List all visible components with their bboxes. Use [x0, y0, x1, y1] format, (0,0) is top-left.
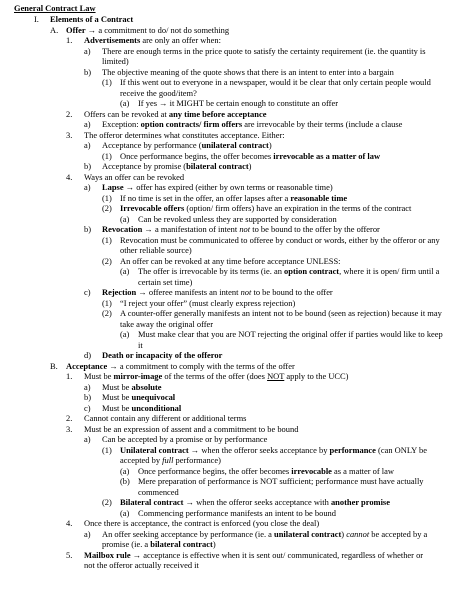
text: → when the offeror seeks acceptance by — [188, 444, 330, 455]
term: Mailbox rule — [84, 549, 131, 560]
text: ) — [248, 161, 252, 171]
item-number: (1) — [102, 297, 112, 308]
item-text: it — [138, 339, 143, 350]
item-text — [102, 224, 380, 235]
item-text — [120, 445, 427, 456]
item-text: The offeror determines what constitutes acceptance. Either: — [84, 129, 285, 140]
term: Unilateral contract — [120, 444, 189, 455]
definition: → a commitment to do/ not do something — [85, 24, 230, 35]
text: (can ONLY be — [375, 444, 428, 455]
text: Once performance begins, the offer becomes — [138, 465, 292, 476]
emphasis: mirror-image — [113, 371, 163, 381]
item-number: 3. — [66, 423, 73, 434]
emphasis: irrevocable as a matter of law — [273, 150, 381, 161]
item-text: Mere preparation of performance is NOT sufficient; performance must have actually — [138, 476, 424, 486]
item-number: (a) — [120, 266, 130, 276]
emphasis: bilateral contract — [186, 161, 249, 171]
text: Once performance begins, the offer becomes — [120, 150, 274, 161]
emphasis: option contracts/ firm offers — [140, 119, 243, 129]
item-number: b) — [84, 161, 92, 171]
text: ) — [341, 528, 347, 539]
item-number: 1. — [66, 35, 73, 45]
emphasis: option contract — [284, 266, 340, 276]
emphasis: another promise — [330, 497, 390, 507]
term: Bilateral contract — [120, 497, 184, 507]
item-number: B. — [50, 360, 58, 371]
text: If no time is set in the offer, an offer lapses after a — [120, 192, 291, 203]
definition: → acceptance is effective when it is sent out/ communicated, regardless of whether or — [130, 549, 424, 560]
item-text: Can be revoked unless they are supported by consideration — [138, 213, 337, 224]
text: (option/ firm offers) have an expiration in the terms of the contract — [184, 203, 412, 213]
item-number: b) — [84, 392, 92, 402]
text: Acceptance by promise ( — [102, 161, 187, 171]
item-text: Cannot contain any different or additional terms — [84, 413, 247, 423]
term: Acceptance — [66, 360, 108, 371]
text: ) — [212, 539, 216, 549]
text: Must be — [102, 381, 132, 392]
item-number: 3. — [66, 129, 73, 140]
item-text — [102, 287, 333, 298]
item-text: commenced — [138, 486, 179, 497]
item-text — [102, 119, 402, 130]
term: Advertisements — [84, 35, 141, 45]
emphasis: irrevocable — [291, 465, 332, 476]
item-text — [102, 529, 427, 540]
item-number: (2) — [102, 203, 112, 213]
item-text: “I reject your offer” (must clearly express rejection) — [120, 297, 296, 308]
item-number: a) — [84, 182, 91, 192]
text: Must be — [84, 371, 114, 381]
emphasis: not — [240, 287, 252, 297]
item-number: b) — [84, 224, 92, 234]
item-text — [102, 182, 333, 193]
item-text: The objective meaning of the quote shows that there is an intent to enter into a bargain — [102, 66, 394, 77]
item-number: 4. — [66, 518, 73, 528]
text: accepted by — [120, 455, 163, 465]
underlined-text: NOT — [267, 371, 285, 381]
item-number: (2) — [102, 255, 112, 266]
text: are irrevocable by their terms (include a clause — [242, 119, 403, 129]
item-text: If yes → it MIGHT be certain enough to constitute an offer — [138, 98, 339, 108]
text: of the terms of the offer (does — [162, 371, 268, 381]
item-number: 5. — [66, 549, 73, 560]
definition: → offer has expired (either by own terms or reasonable time) — [123, 182, 333, 192]
item-text — [66, 25, 229, 36]
emphasis: any time before acceptance — [168, 108, 267, 119]
item-number: A. — [50, 24, 59, 35]
item-text: Ways an offer can be revoked — [84, 171, 185, 182]
emphasis: full — [162, 455, 174, 465]
text: promise (ie. a — [102, 539, 151, 549]
item-text — [84, 550, 423, 561]
item-number: (a) — [120, 213, 130, 224]
item-text — [120, 455, 221, 466]
item-text — [120, 203, 411, 214]
text: Must be — [102, 392, 132, 402]
item-text — [66, 361, 295, 372]
term: Lapse — [102, 182, 124, 192]
emphasis: unconditional — [131, 402, 182, 413]
text: , where it is open/ firm until a — [339, 266, 440, 276]
text: be accepted by a — [369, 528, 428, 539]
item-number: a) — [84, 45, 91, 56]
emphasis: cannot — [346, 528, 370, 539]
item-text: A counter-offer generally manifests an intent not to be bound (seen as rejection) because it may — [120, 308, 442, 318]
item-text — [120, 193, 347, 204]
text: → offeree manifests an intent — [136, 287, 241, 297]
emphasis: absolute — [131, 381, 162, 392]
item-text — [138, 466, 394, 477]
term: Rejection — [102, 287, 137, 297]
term: Offer — [66, 24, 86, 35]
item-text — [138, 266, 439, 277]
emphasis: unequivocal — [131, 392, 176, 402]
item-number: (a) — [120, 507, 130, 518]
item-text — [120, 497, 390, 508]
item-number: d) — [84, 350, 92, 360]
text: are only an offer when: — [140, 35, 221, 45]
item-text: receive the good/item? — [120, 87, 197, 98]
item-number: 1. — [66, 371, 73, 381]
item-number: 4. — [66, 171, 73, 182]
item-text — [102, 140, 272, 151]
item-number: a) — [84, 381, 91, 392]
item-number: (b) — [120, 476, 130, 486]
item-text — [102, 403, 181, 414]
item-number: a) — [84, 140, 91, 150]
item-text: Commencing performance manifests an intent to be bound — [138, 507, 336, 518]
item-text: If this went out to everyone in a newspaper, would it be clear that only certain people would — [120, 77, 431, 87]
item-text: Can be accepted by a promise or by performance — [102, 434, 268, 444]
text: as a matter of law — [331, 465, 394, 476]
item-text: take away the original offer — [120, 318, 214, 329]
item-text: Must make clear that you are NOT rejecting the original offer if parties would like to keep — [138, 329, 443, 339]
page-title: General Contract Law — [14, 3, 96, 13]
item-number: (2) — [102, 308, 112, 318]
item-text: certain set time) — [138, 276, 193, 287]
text: apply to the UCC) — [284, 371, 349, 381]
item-text: other reliable source) — [120, 245, 192, 255]
emphasis: Irrevocable offers — [120, 203, 185, 213]
text: Exception: — [102, 119, 141, 129]
item-number: c) — [84, 402, 91, 413]
item-text — [84, 109, 266, 120]
item-text — [84, 371, 349, 382]
item-text — [102, 392, 175, 403]
text: → a manifestation of intent — [142, 224, 240, 234]
item-number: (2) — [102, 497, 112, 507]
item-text — [102, 539, 216, 550]
item-number: a) — [84, 434, 91, 444]
item-text: There are enough terms in the price quote to satisfy the certainty requirement (ie. the quantity is — [102, 45, 426, 56]
item-number: (a) — [120, 98, 130, 108]
text: performance) — [173, 455, 221, 465]
item-number: (1) — [102, 234, 112, 245]
item-text — [120, 151, 380, 162]
item-number: a) — [84, 119, 91, 129]
item-number: (a) — [120, 465, 130, 476]
section-title: Elements of a Contract — [50, 14, 134, 24]
text: Must be — [102, 402, 132, 413]
text: ) — [268, 140, 272, 150]
item-number: (1) — [102, 444, 112, 455]
item-number: (1) — [102, 192, 112, 203]
text: to be bound to the offer — [251, 287, 333, 297]
text: The offer is irrevocable by its terms (ie. an — [138, 266, 285, 276]
item-number: (1) — [102, 150, 112, 161]
item-text: Must be an expression of assent and a commitment to be bound — [84, 423, 299, 434]
item-text: Death or incapacity of the offeror — [102, 350, 223, 360]
definition: → a commitment to comply with the terms of the offer — [107, 360, 295, 371]
text: An offer seeking acceptance by performance (ie. a — [102, 528, 275, 539]
text: to be bound to the offer by the offeror — [250, 224, 380, 234]
text: → when the offeror seeks acceptance with — [183, 497, 331, 507]
item-number: a) — [84, 528, 91, 539]
emphasis: not — [239, 224, 251, 234]
item-text — [102, 382, 162, 393]
item-text: Once there is acceptance, the contract is enforced (you close the deal) — [84, 518, 320, 528]
text: Acceptance by performance ( — [102, 140, 202, 150]
item-text: An offer can be revoked at any time before acceptance UNLESS: — [120, 255, 341, 266]
emphasis: reasonable time — [290, 192, 348, 203]
item-number: 2. — [66, 413, 73, 423]
term: Revocation — [102, 224, 143, 234]
item-text: Revocation must be communicated to offeree by conduct or words, either by the offeror or any — [120, 234, 440, 245]
emphasis: unilateral contract — [274, 528, 342, 539]
emphasis: unilateral contract — [201, 140, 269, 150]
item-text — [84, 35, 221, 46]
item-text: not the offeror actually received it — [84, 560, 199, 570]
item-text: limited) — [102, 56, 129, 66]
item-text — [102, 161, 251, 172]
emphasis: performance — [329, 444, 376, 455]
item-number: 2. — [66, 108, 73, 119]
text: Offers can be revoked at — [84, 108, 169, 119]
item-number: c) — [84, 287, 91, 297]
section-number: I. — [34, 14, 39, 24]
item-number: (a) — [120, 329, 130, 339]
item-number: b) — [84, 66, 92, 77]
item-number: (1) — [102, 77, 112, 87]
emphasis: bilateral contract — [150, 539, 213, 549]
